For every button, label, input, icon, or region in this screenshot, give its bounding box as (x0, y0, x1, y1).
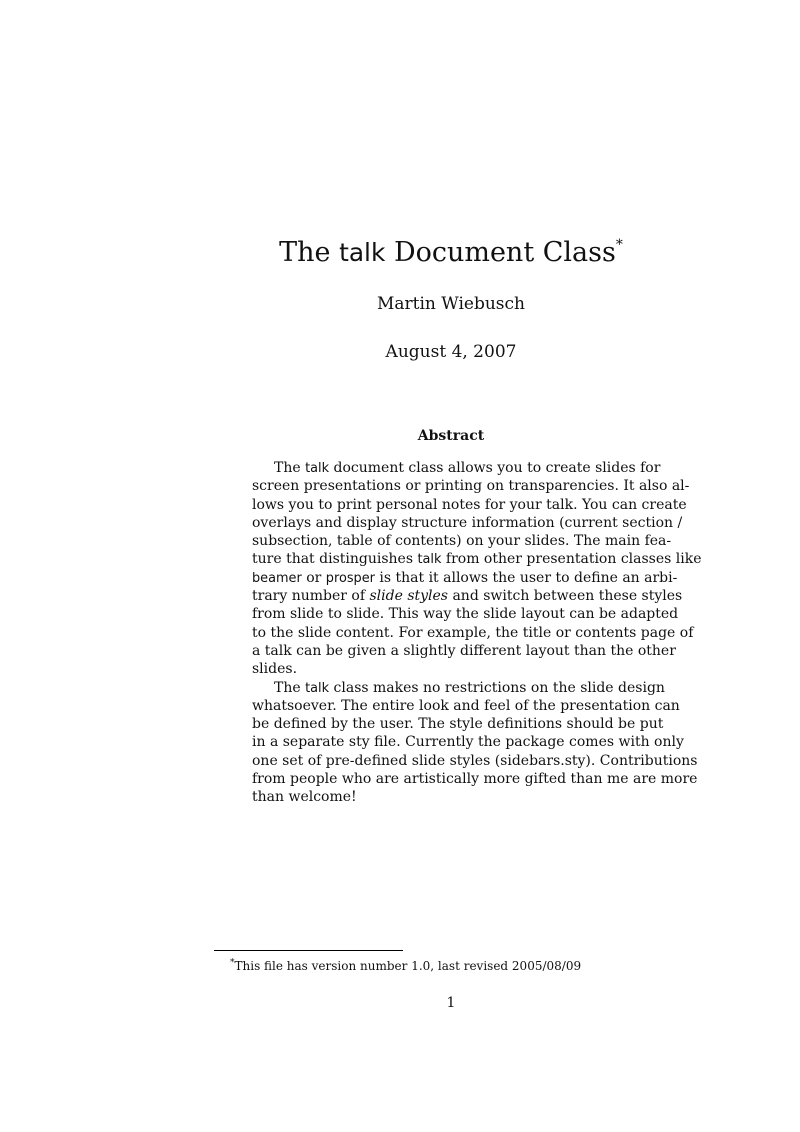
abstract-line: The talk document class allows you to create slides for (274, 460, 661, 476)
abstract-line: than welcome! (252, 789, 357, 806)
abstract-line: screen presentations or printing on transparencies. It also al- (252, 478, 690, 495)
inline-code: talk (305, 680, 330, 696)
inline-code: prosper (325, 570, 375, 586)
abstract-line: The talk class makes no restrictions on the slide design (274, 679, 665, 696)
abstract-line: trary number of slide styles and switch between these styles (252, 588, 683, 605)
emphasis: slide styles (369, 588, 448, 605)
abstract-line: to the slide content. For example, the title or contents page of (252, 624, 694, 641)
title-prefix: The (279, 237, 331, 268)
date: August 4, 2007 (385, 342, 517, 362)
footnote-rule (214, 950, 403, 951)
inline-code: talk (417, 552, 442, 568)
abstract-line: ture that distinguishes talk from other presentation classes like (252, 551, 702, 568)
abstract-line: overlays and display structure information (current section / (252, 514, 683, 531)
title-class-name: talk (339, 238, 386, 267)
inline-code: beamer (252, 570, 302, 586)
abstract-line: from people who are artistically more gifted than me are more (252, 771, 698, 788)
title-suffix: Document Class (393, 237, 616, 268)
title-footnote-mark[interactable]: * (615, 237, 623, 253)
footnote-mark: * (230, 958, 235, 968)
abstract-line: slides. (252, 661, 298, 678)
footnote-text: This file has version number 1.0, last revised 2005/08/09 (234, 959, 582, 973)
author: Martin Wiebusch (377, 294, 525, 314)
abstract-line: from slide to slide. This way the slide layout can be adapted (252, 606, 679, 623)
abstract-line: whatsoever. The entire look and feel of the presentation can (252, 697, 680, 714)
abstract-line: subsection, table of contents) on your slides. The main fea- (252, 533, 672, 550)
page-number: 1 (446, 995, 456, 1011)
inline-code: talk (305, 461, 330, 476)
abstract-line: be defined by the user. The style definitions should be put (252, 716, 664, 733)
abstract-line: a talk can be given a slightly different layout than the other (252, 642, 676, 659)
abstract-line: in a separate sty file. Currently the package comes with only (252, 734, 684, 751)
document-title (0, 226, 800, 272)
abstract-line: beamer or prosper is that it allows the user to define an arbi- (252, 569, 678, 586)
abstract-body (252, 459, 702, 807)
abstract-line: lows you to print personal notes for your talk. You can create (252, 496, 687, 513)
footnote (214, 955, 800, 974)
abstract-heading: Abstract (417, 428, 485, 444)
abstract-line: one set of pre-defined slide styles (sidebars.sty). Contributions (252, 752, 698, 769)
